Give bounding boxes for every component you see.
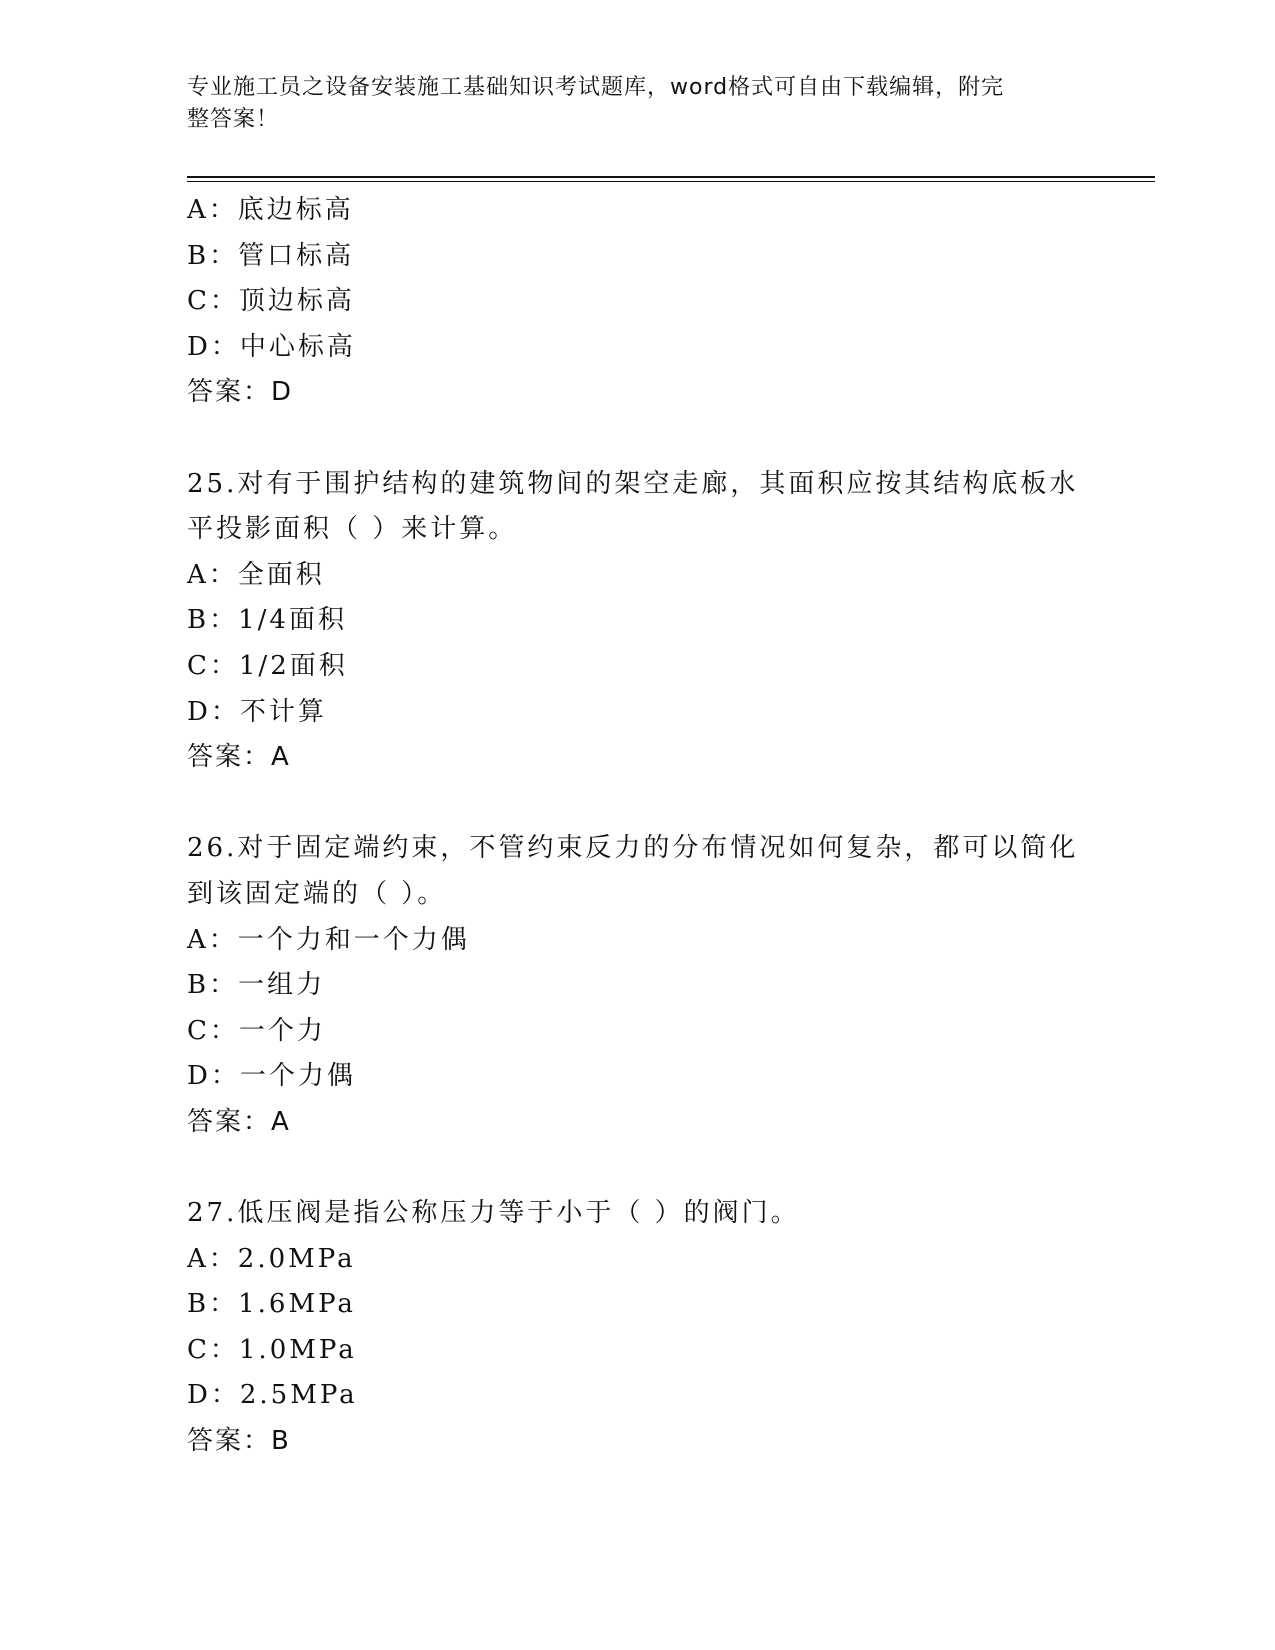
question-24 bbox=[187, 188, 1087, 416]
header-divider-thin bbox=[187, 181, 1155, 182]
question-stem-line-1: 27.低压阀是指公称压力等于小于（ ）的阀门。 bbox=[187, 1198, 800, 1229]
option-a: A：2.0MPa bbox=[187, 1243, 356, 1274]
question-stem-line-2: 平投影面积（ ）来计算。 bbox=[187, 514, 518, 545]
document-header bbox=[187, 72, 1077, 136]
question-27 bbox=[187, 1191, 1087, 1465]
option-b: B：一组力 bbox=[187, 970, 326, 1001]
question-stem-line-1: 26.对于固定端约束，不管约束反力的分布情况如何复杂，都可以简化 bbox=[187, 833, 1079, 864]
option-c: C：一个力 bbox=[187, 1015, 326, 1046]
option-b: B：1/4面积 bbox=[187, 605, 347, 636]
option-d: D：一个力偶 bbox=[187, 1061, 356, 1092]
option-a: A：底边标高 bbox=[187, 195, 354, 225]
answer-line: 答案：A bbox=[187, 1106, 291, 1137]
question-spacer bbox=[187, 1145, 1087, 1191]
option-c: C：1.0MPa bbox=[187, 1334, 357, 1365]
option-b: B：管口标高 bbox=[187, 240, 355, 271]
option-d: D：中心标高 bbox=[187, 331, 356, 362]
header-divider-thick bbox=[187, 176, 1155, 178]
question-list bbox=[187, 188, 1087, 1465]
header-text-line-1: 专业施工员之设备安装施工基础知识考试题库，word格式可自由下载编辑，附完 bbox=[187, 75, 1005, 100]
question-26 bbox=[187, 826, 1087, 1145]
question-25 bbox=[187, 462, 1087, 781]
option-c: C：1/2面积 bbox=[187, 650, 348, 681]
question-spacer bbox=[187, 416, 1087, 462]
answer-line: 答案：B bbox=[187, 1426, 291, 1457]
answer-line: 答案：D bbox=[187, 377, 294, 408]
option-d: D：不计算 bbox=[187, 696, 327, 727]
option-b: B：1.6MPa bbox=[187, 1289, 356, 1320]
option-a: A：一个力和一个力偶 bbox=[187, 924, 470, 955]
answer-line: 答案：A bbox=[187, 742, 291, 773]
option-d: D：2.5MPa bbox=[187, 1380, 358, 1411]
option-a: A：全面积 bbox=[187, 559, 325, 590]
option-c: C：顶边标高 bbox=[187, 286, 355, 317]
question-spacer bbox=[187, 781, 1087, 827]
question-stem-line-2: 到该固定端的（ ）。 bbox=[187, 878, 447, 909]
question-stem-line-1: 25.对有于围护结构的建筑物间的架空走廊，其面积应按其结构底板水 bbox=[187, 468, 1079, 499]
header-text-line-2: 整答案！ bbox=[187, 107, 280, 132]
